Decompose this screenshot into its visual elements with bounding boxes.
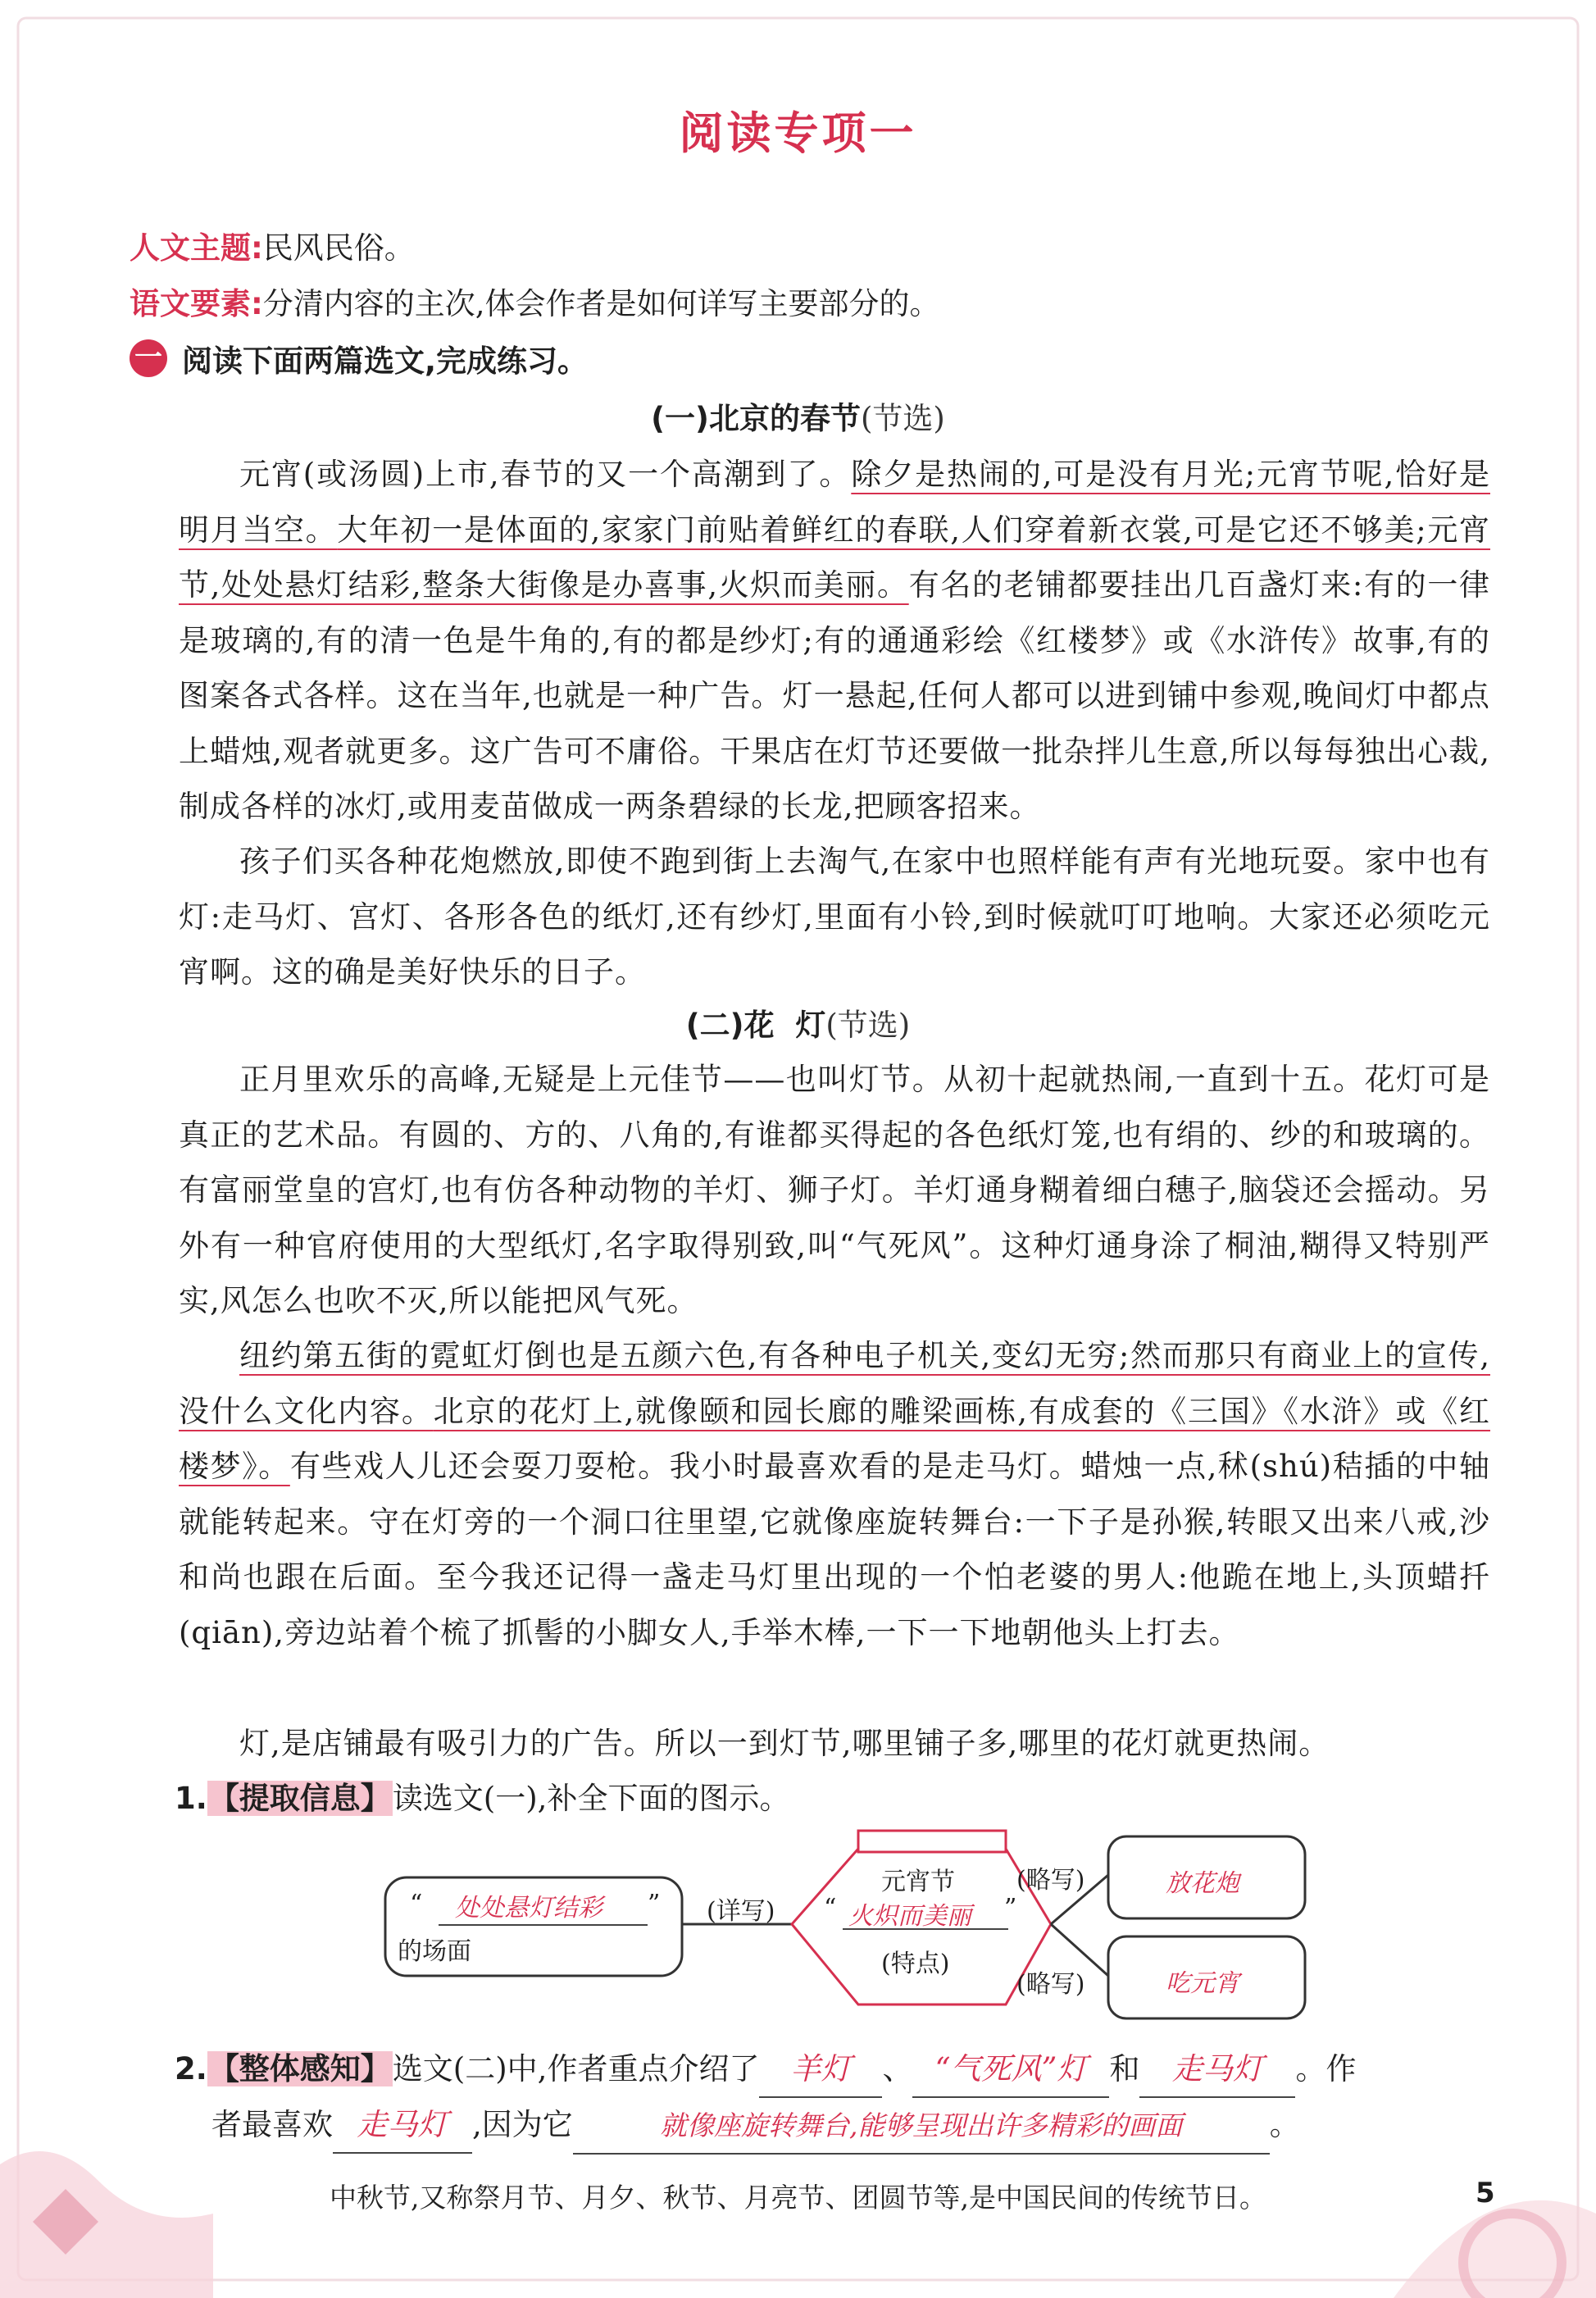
element-value: 分清内容的主次,体会作者是如何详写主要部分的。 [262,286,940,321]
q2-answer1[interactable]: 羊灯 [759,2041,882,2098]
q2-text2: 。作 [1295,2051,1357,2086]
diagram-right-bottom-answer: 吃元宵 [1166,1969,1239,1998]
q2-answer2[interactable]: “气死风”灯 [912,2041,1109,2098]
diagram-hex-title: 元宵节 [881,1868,955,1896]
diagram-hex-quote-close: ” [1004,1894,1017,1923]
q2-number: 2. [175,2051,207,2086]
passage2-note: (节选) [825,1008,911,1043]
p1-sentence4: 有名的老铺都要挂出几百盏灯来:有的一律是玻璃的,有的清一色是牛角的,有的都是纱灯;有的通通彩绘《红楼梦》或《水浒传》故事,有的图案各式各样。这在当年,也就是一种广告。灯一悬起,任何人都可以进到铺中参观,晚间灯中都点上蜡烛,观者就更多。这广告可不庸俗。干果店在灯节还要做一批杂拌儿生意,所以每每独出心裁,制成各样的冰灯,或用麦苗做成一两条碧绿的长龙,把顾客招来。 [179,567,1490,824]
q1-number: 1. [175,1781,207,1816]
passage1-paragraph2: 孩子们买各种花炮燃放,即使不跑到街上去淘气,在家中也照样能有声有光地玩耍。家中也有灯:走马灯、宫灯、各形各色的纸灯,还有纱灯,里面有小铃,到时候就叮叮地响。大家还必须吃元宵啊。这的确是美好快乐的日子。 [179,844,1490,990]
q2-answer4[interactable]: 走马灯 [333,2097,472,2154]
diagram-hex-answer: 火炽而美丽 [848,1902,971,1931]
q2-text1: 选文(二)中,作者重点介绍了 [392,2051,760,2086]
p2-sentence1-underlined: 纽约第五街的霓虹灯倒也是五颜六色,有各种电子机关,变幻无穷;然而那只有商业上的宣传,没什么文化内容。 [179,1338,1490,1429]
theme-value: 民风民俗。 [262,230,415,266]
section-instruction: 阅读下面两篇选文,完成练习。 [182,344,589,379]
p1-sentence3-underlined: 大年初一是体面的,家家门前贴着鲜红的春联,人们穿着新衣裳,可是它还不够美;元宵节,处处悬灯结彩,整条大街像是办喜事,火炽而美丽。 [179,512,1491,603]
q1-tag: 【提取信息】 [208,1781,391,1816]
p2-sentence3: 有些戏人儿还会耍刀耍枪。我小时最喜欢看的是走马灯。蜡烛一点,秫(shú)秸插的中轴就能转起来。守在灯旁的一个洞口往里望,它就像座旋转舞台:一下子是孙猴,转眼又出来八戒,沙和尚也跟在后面。至今我还记得一盏走马灯里出现的一个怕老婆的男人:他跪在地上,头顶蜡扦(qiān),旁边站着个梳了抓髻的小脚女人,手举木棒,一下一下地朝他头上打去。 [179,1449,1491,1650]
passage1-note: (节选) [860,401,945,436]
diagram-left-suffix: 的场面 [398,1937,471,1966]
diagram-left-quote-close: ” [648,1890,661,1918]
diagram-hex-label: (特点) [881,1950,950,1978]
element-label: 语文要素: [130,286,263,321]
q2-text5: 。 [1269,2107,1300,2142]
q2-answer3[interactable]: 走马灯 [1139,2041,1295,2098]
diagram-left-answer: 处处悬灯结彩 [455,1894,602,1923]
diagram-left-quote-open: “ [410,1890,423,1918]
diagram-brief-label-top: (略写) [1016,1866,1085,1895]
diagram-hex-quote-open: “ [824,1894,837,1923]
passage2-paragraph3: 灯,是店铺最有吸引力的广告。所以一到灯节,哪里铺子多,哪里的花灯就更热闹。 [239,1726,1330,1761]
q2-answer5[interactable]: 就像座旋转舞台,能够呈现出许多精彩的画面 [573,2098,1270,2155]
q2-sep1: 、 [882,2051,913,2086]
p2-sentence2-underlined: 北京的花灯上,就像颐和园长廊的雕梁画栋,有成套的《三国》《水浒》或《红楼梦》。 [179,1393,1491,1484]
q2-sep2: 和 [1109,2051,1140,2086]
passage1-title-text: (一)北京的春节 [651,401,861,436]
theme-label: 人文主题: [130,230,263,266]
page-number: 5 [1476,2177,1495,2209]
p1-sentence2-underlined: 除夕是热闹的,可是没有月光;元宵节呢,恰好是明月当空。 [179,457,1490,548]
footer-note: 中秋节,又称祭月节、月夕、秋节、月亮节、团圆节等,是中国民间的传统节日。 [330,2182,1266,2214]
q1-text: 读选文(一),补全下面的图示。 [392,1781,790,1816]
question2-line1 [175,2041,1356,2098]
page-title: 阅读专项一 [679,107,917,159]
diagram-brief-label-bottom: (略写) [1016,1970,1085,1999]
diagram-hex-cap [858,1831,1006,1852]
q2-tag: 【整体感知】 [208,2051,391,2086]
p1-sentence1: 元宵(或汤圆)上市,春节的又一个高潮到了。 [239,457,852,492]
q2-text4: ,因为它 [472,2107,573,2142]
passage2-paragraph1: 正月里欢乐的高峰,无疑是上元佳节——也叫灯节。从初十起就热闹,一直到十五。花灯可是真正的艺术品。有圆的、方的、八角的,有谁都买得起的各色纸灯笼,也有绢的、纱的和玻璃的。有富丽堂皇的宫灯,也有仿各种动物的羊灯、狮子灯。羊灯通身糊着细白穗子,脑袋还会摇动。另外有一种官府使用的大型纸灯,名字取得别致,叫“气死风”。这种灯通身涂了桐油,糊得又特别严实,风怎么也吹不灭,所以能把风气死。 [179,1062,1490,1318]
q2-text3: 者最喜欢 [211,2107,333,2142]
passage2-title-text: (二)花 灯 [685,1008,826,1043]
question2-line2 [211,2097,1300,2155]
diagram-detail-label: (详写) [707,1897,775,1926]
diagram-right-top-answer: 放花炮 [1166,1869,1239,1898]
section-number-badge: 一 [130,339,167,377]
